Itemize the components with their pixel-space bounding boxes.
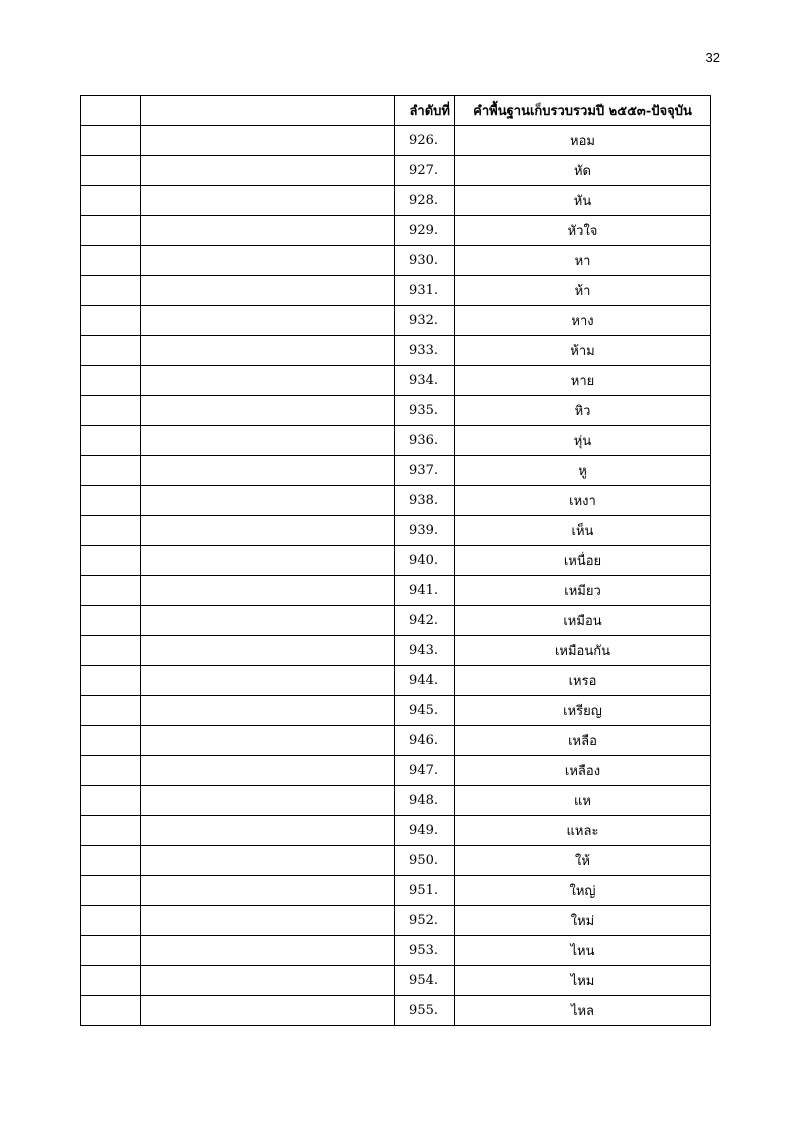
table-row	[81, 246, 711, 276]
table-row	[81, 156, 711, 186]
row-number: 954.	[395, 966, 455, 996]
empty-cell	[81, 876, 141, 906]
row-word: หัน	[455, 186, 711, 216]
empty-cell	[141, 126, 395, 156]
table-row	[81, 846, 711, 876]
empty-cell	[81, 696, 141, 726]
empty-cell	[81, 636, 141, 666]
word-list-table	[80, 95, 711, 1026]
row-word: หู	[455, 456, 711, 486]
empty-cell	[81, 426, 141, 456]
row-word: ห้าม	[455, 336, 711, 366]
row-word: เหมือนกัน	[455, 636, 711, 666]
row-word: ให้	[455, 846, 711, 876]
row-word: ห้า	[455, 276, 711, 306]
empty-cell	[141, 966, 395, 996]
table-row	[81, 876, 711, 906]
empty-cell	[81, 816, 141, 846]
row-word: หอม	[455, 126, 711, 156]
empty-cell	[81, 576, 141, 606]
table-row	[81, 396, 711, 426]
empty-cell	[141, 306, 395, 336]
table-row	[81, 816, 711, 846]
empty-cell	[81, 336, 141, 366]
empty-cell	[81, 126, 141, 156]
row-word: หาย	[455, 366, 711, 396]
empty-cell	[81, 786, 141, 816]
empty-cell	[81, 756, 141, 786]
empty-cell	[141, 96, 395, 126]
table-row	[81, 726, 711, 756]
empty-cell	[81, 606, 141, 636]
row-number: 930.	[395, 246, 455, 276]
row-number: 943.	[395, 636, 455, 666]
table-row	[81, 966, 711, 996]
empty-cell	[81, 846, 141, 876]
row-number: 953.	[395, 936, 455, 966]
empty-cell	[141, 876, 395, 906]
row-number: 947.	[395, 756, 455, 786]
row-word: เหลือ	[455, 726, 711, 756]
row-word: หิว	[455, 396, 711, 426]
row-word: ไหม	[455, 966, 711, 996]
empty-cell	[81, 186, 141, 216]
empty-cell	[81, 906, 141, 936]
empty-cell	[81, 546, 141, 576]
row-word: หาง	[455, 306, 711, 336]
empty-cell	[141, 576, 395, 606]
row-number: 937.	[395, 456, 455, 486]
table-row	[81, 906, 711, 936]
empty-cell	[81, 276, 141, 306]
empty-cell	[81, 966, 141, 996]
table-row	[81, 786, 711, 816]
row-number: 934.	[395, 366, 455, 396]
empty-cell	[141, 996, 395, 1026]
row-word: หัวใจ	[455, 216, 711, 246]
empty-cell	[141, 936, 395, 966]
empty-cell	[141, 906, 395, 936]
empty-cell	[141, 156, 395, 186]
empty-cell	[141, 606, 395, 636]
empty-cell	[141, 486, 395, 516]
page-number: 32	[705, 50, 720, 65]
row-word: เหมียว	[455, 576, 711, 606]
row-number: 938.	[395, 486, 455, 516]
empty-cell	[141, 366, 395, 396]
row-number: 948.	[395, 786, 455, 816]
table-row	[81, 666, 711, 696]
empty-cell	[141, 546, 395, 576]
row-word: ไหล	[455, 996, 711, 1026]
row-word: เห็น	[455, 516, 711, 546]
row-number: 932.	[395, 306, 455, 336]
word-column-header: คำพื้นฐานเก็บรวบรวมปี ๒๕๕๓-ปัจจุบัน	[455, 96, 711, 126]
row-number: 941.	[395, 576, 455, 606]
table-row	[81, 306, 711, 336]
row-word: เหลือง	[455, 756, 711, 786]
row-number: 952.	[395, 906, 455, 936]
row-word: ไหน	[455, 936, 711, 966]
row-number: 926.	[395, 126, 455, 156]
empty-cell	[81, 516, 141, 546]
row-word: เหงา	[455, 486, 711, 516]
row-number: 936.	[395, 426, 455, 456]
row-word: หัด	[455, 156, 711, 186]
row-number: 949.	[395, 816, 455, 846]
row-word: ใหม่	[455, 906, 711, 936]
table-row	[81, 696, 711, 726]
row-number: 951.	[395, 876, 455, 906]
empty-cell	[81, 96, 141, 126]
row-word: เหนื่อย	[455, 546, 711, 576]
empty-cell	[81, 936, 141, 966]
table-row	[81, 336, 711, 366]
table-row	[81, 936, 711, 966]
empty-cell	[141, 786, 395, 816]
row-word: ใหญ่	[455, 876, 711, 906]
table-row	[81, 996, 711, 1026]
table-row	[81, 546, 711, 576]
row-number: 939.	[395, 516, 455, 546]
table-row	[81, 126, 711, 156]
table-header-row	[81, 96, 711, 126]
empty-cell	[141, 756, 395, 786]
table-row	[81, 606, 711, 636]
empty-cell	[141, 246, 395, 276]
empty-cell	[141, 396, 395, 426]
row-number: 942.	[395, 606, 455, 636]
row-number: 946.	[395, 726, 455, 756]
empty-cell	[141, 846, 395, 876]
table-row	[81, 426, 711, 456]
row-word: เหมือน	[455, 606, 711, 636]
table-body	[81, 96, 711, 1026]
empty-cell	[81, 246, 141, 276]
table-row	[81, 756, 711, 786]
row-number: 927.	[395, 156, 455, 186]
empty-cell	[141, 276, 395, 306]
empty-cell	[81, 996, 141, 1026]
row-word: แหละ	[455, 816, 711, 846]
row-word: เหรอ	[455, 666, 711, 696]
table-row	[81, 516, 711, 546]
row-number: 944.	[395, 666, 455, 696]
row-word: เหรียญ	[455, 696, 711, 726]
row-word: หุ่น	[455, 426, 711, 456]
row-number: 935.	[395, 396, 455, 426]
empty-cell	[141, 816, 395, 846]
empty-cell	[81, 666, 141, 696]
empty-cell	[141, 696, 395, 726]
empty-cell	[81, 486, 141, 516]
empty-cell	[141, 186, 395, 216]
row-number: 940.	[395, 546, 455, 576]
empty-cell	[141, 426, 395, 456]
empty-cell	[81, 156, 141, 186]
row-number: 955.	[395, 996, 455, 1026]
order-column-header: ลำดับที่	[395, 96, 455, 126]
empty-cell	[81, 366, 141, 396]
empty-cell	[141, 666, 395, 696]
row-number: 931.	[395, 276, 455, 306]
table-row	[81, 276, 711, 306]
empty-cell	[141, 636, 395, 666]
table-row	[81, 366, 711, 396]
table-row	[81, 216, 711, 246]
empty-cell	[81, 216, 141, 246]
table-row	[81, 486, 711, 516]
row-word: แห	[455, 786, 711, 816]
table-row	[81, 636, 711, 666]
row-number: 933.	[395, 336, 455, 366]
empty-cell	[141, 516, 395, 546]
empty-cell	[141, 456, 395, 486]
row-number: 950.	[395, 846, 455, 876]
table-row	[81, 186, 711, 216]
row-word: หา	[455, 246, 711, 276]
empty-cell	[141, 336, 395, 366]
empty-cell	[81, 456, 141, 486]
empty-cell	[81, 306, 141, 336]
empty-cell	[141, 726, 395, 756]
empty-cell	[81, 726, 141, 756]
row-number: 945.	[395, 696, 455, 726]
empty-cell	[81, 396, 141, 426]
table-row	[81, 576, 711, 606]
table-row	[81, 456, 711, 486]
row-number: 929.	[395, 216, 455, 246]
row-number: 928.	[395, 186, 455, 216]
empty-cell	[141, 216, 395, 246]
